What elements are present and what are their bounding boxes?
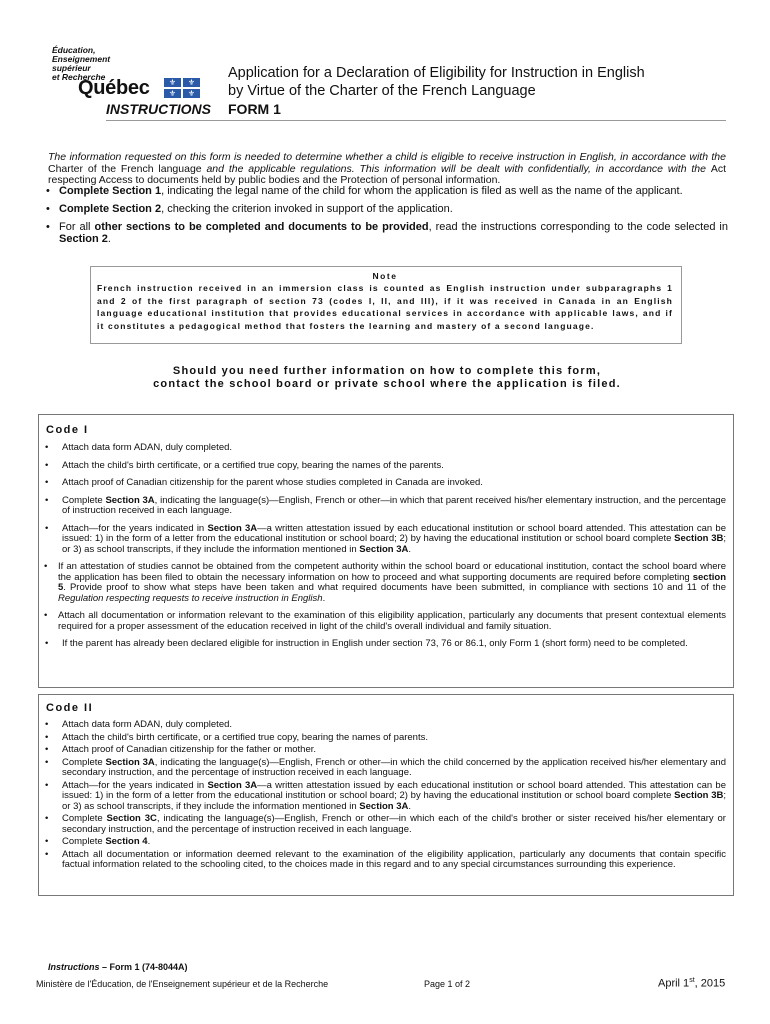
section-ref: Section 3A	[105, 756, 155, 768]
section-ref: section 5	[58, 571, 726, 593]
list-item	[42, 837, 726, 848]
item-text: Complete	[62, 494, 106, 506]
ministry-line: et Recherche	[52, 72, 106, 82]
intro-bullet-list	[44, 185, 728, 251]
list-item	[42, 496, 726, 517]
list-item	[42, 733, 726, 744]
section-ref: Section 3A	[359, 800, 409, 812]
item-text: If the parent has already been declared eligible for instruction in English under section 73, 76 or 86.1, only Form 1 (short form) need to be completed.	[62, 638, 688, 649]
fleur-de-lis-icon: ⚜	[164, 89, 181, 98]
ministry-line: supérieur	[52, 63, 91, 73]
list-item	[42, 524, 726, 556]
item-text: , indicating the language(s)—English, French or other—in which that parent received his/her elementary instruction, and the percentage of instruction received in each language.	[62, 494, 726, 516]
list-item	[42, 461, 726, 472]
list-item	[44, 185, 728, 197]
item-text: .	[322, 592, 326, 604]
item-text: —a written attestation issued by each educational institution or school board attended. This attestation can be issued: 1) in the form of a letter from the educational institution or school board; 2) by having the educational institution or school board complete	[62, 522, 726, 544]
further-info-line: contact the school board or private school where the application is filed.	[153, 378, 621, 390]
further-info-line: Should you need further information on how to complete this form,	[172, 365, 602, 377]
bullet-bold: Section 2	[59, 233, 108, 245]
bullet-bold: other sections to be completed and documents to be provided	[94, 221, 429, 233]
item-text: Attach all documentation or information deemed relevant to the examination of the eligibility application, particularly any documents that contain specific factual information related to the schooling cited, to the choices made in this regard and to any special circumstances surrounding this experience.	[62, 848, 726, 870]
note-text: French instruction received in an immersion class is counted as English instruction under subparagraphs 1 and 2 of the first paragraph of section 73 (codes I, II, and III), if it was received in Canada in an English language educational institution that provides educational services in accordance with applicable laws, and if it constitutes a pedagogical method that fosters the learning and mastery of a second language.	[97, 283, 673, 331]
code-2-heading: Code II	[46, 702, 94, 714]
list-item	[42, 443, 726, 454]
page-number: Page 1 of 2	[424, 979, 471, 989]
doc-type-label: INSTRUCTIONS	[106, 101, 211, 117]
act-name: Act respecting Access to documents held by public bodies and the Protection of personal information.	[48, 162, 726, 186]
note-title: Note	[372, 271, 398, 281]
bullet-text: , read the instructions corresponding to the code selected in	[428, 221, 728, 233]
list-item	[42, 781, 726, 813]
date-suffix: st	[689, 977, 695, 984]
fleur-de-lis-icon: ⚜	[164, 78, 181, 87]
item-text: , indicating the language(s)—English, French or other—in which each of the child's brother or sister received his/her elementary or secondary instruction, and the percentage of instruction received in each language.	[62, 813, 726, 835]
title-line-2: by Virtue of the Charter of the French Language	[228, 83, 536, 99]
list-item	[42, 639, 726, 650]
form-label: FORM 1	[228, 101, 281, 117]
item-text: Attach the child's birth certificate, or a certified true copy, bearing the names of parents.	[62, 731, 428, 743]
list-item	[42, 478, 726, 489]
intro-text: and the applicable regulations. This information will be dealt with confidentially, in accordance with the	[201, 162, 711, 175]
item-text: , indicating the language(s)—English, French or other—in which the child concerned by the application received his/her elementary and secondary instruction, and the percentage of instruction received in each language.	[62, 756, 726, 778]
bullet-bold: Complete Section 1	[59, 185, 162, 197]
item-text: Attach all documentation or information relevant to the examination of this eligibility application, particularly any documents that present contextual elements required for a proper assessment of the education received in light of the child's overall individual and family situation.	[58, 610, 726, 632]
item-text: Complete	[62, 813, 107, 824]
item-text: Complete	[62, 836, 106, 847]
further-info	[48, 365, 726, 391]
quebec-flag-icon	[164, 78, 200, 98]
date-text: April 1	[658, 977, 690, 990]
list-item	[42, 745, 726, 756]
list-item	[42, 758, 726, 779]
intro-text: The information requested on this form is needed to determine whether a child is eligible to receive instruction in English, in accordance with the	[48, 151, 726, 163]
ministry-line: Éducation,	[52, 45, 96, 55]
section-ref: Section 3A	[207, 522, 258, 534]
intro-paragraph	[48, 152, 726, 187]
list-item	[42, 850, 726, 871]
code-2-list	[42, 720, 726, 873]
section-ref: Section 3C	[106, 813, 157, 824]
list-item	[42, 562, 726, 604]
list-item	[42, 814, 726, 835]
code-1-heading: Code I	[46, 424, 89, 436]
footer-instr-label: Instructions	[48, 962, 100, 972]
item-text: ; or 3) as school transcripts, if they include the information mentioned in	[62, 790, 726, 812]
section-ref: Section 3B	[674, 790, 724, 801]
list-item	[42, 720, 726, 731]
item-text: .	[408, 800, 412, 812]
footer-date	[658, 977, 725, 990]
fleur-de-lis-icon: ⚜	[183, 89, 200, 98]
quebec-logo-text: Québec	[78, 77, 150, 99]
ministry-line: Enseignement	[52, 54, 111, 64]
item-text: Attach the child's birth certificate, or a certified true copy, bearing the names of the parents.	[62, 459, 444, 471]
item-text: Attach—for the years indicated in	[62, 779, 208, 791]
section-ref: Section 3B	[674, 533, 724, 544]
item-text: Attach—for the years indicated in	[62, 522, 208, 534]
fleur-de-lis-icon: ⚜	[183, 78, 200, 87]
item-text: Attach proof of Canadian citizenship for the parent whose studies completed in Canada are invoked.	[62, 477, 483, 488]
bullet-text: , indicating the legal name of the child for whom the application is filed as well as the name of the applicant.	[161, 185, 683, 197]
section-ref: Section 3A	[359, 543, 409, 555]
bullet-text: , checking the criterion invoked in support of the application.	[161, 203, 453, 215]
bullet-text: For all	[59, 221, 95, 233]
item-text: . Provide proof to show what steps have been taken and what required documents have been submitted, in compliance with sections 10 and 11 of the	[63, 582, 726, 593]
footer-ministry: Ministère de l'Éducation, de l'Enseignement supérieur et de la Recherche	[36, 979, 329, 989]
charter-name: Charter of the French language	[48, 162, 202, 175]
application-title	[228, 64, 698, 100]
footer-form-id	[48, 962, 188, 972]
item-text: Complete	[62, 756, 106, 768]
section-ref: Section 3A	[207, 779, 258, 791]
regulation-name: Regulation respecting requests to receive instruction in English	[58, 592, 323, 604]
item-text: ; or 3) as school transcripts, if they include the information mentioned in	[62, 533, 726, 555]
bullet-text: .	[107, 233, 111, 245]
item-text: .	[147, 836, 151, 847]
list-item	[44, 221, 728, 245]
footer-form-number: – Form 1 (74-8044A)	[99, 962, 188, 972]
title-line-1: Application for a Declaration of Eligibility for Instruction in English	[228, 65, 645, 81]
bullet-bold: Complete Section 2	[59, 203, 162, 215]
list-item	[42, 611, 726, 632]
item-text: .	[408, 543, 412, 555]
item-text: Attach proof of Canadian citizenship for the father or mother.	[62, 744, 317, 755]
date-year: , 2015	[694, 977, 726, 990]
item-text: —a written attestation issued by each educational institution or school board attended. This attestation can be issued: 1) in the form of a letter from the educational institution or school board; 2) by having the educational institution or school board complete	[62, 779, 726, 801]
section-ref: Section 3A	[105, 494, 155, 506]
item-text: If an attestation of studies cannot be obtained from the competent authority within the school board or educational institution, contact the school board where the application has been filed to obtain the necessary information on how to proceed and what supporting documents are required before completing	[58, 561, 726, 583]
item-text: Attach data form ADAN, duly completed.	[62, 719, 233, 730]
header-divider	[106, 120, 726, 121]
list-item	[44, 203, 728, 215]
section-ref: Section 4	[105, 836, 148, 847]
code-1-list	[42, 443, 726, 657]
item-text: Attach data form ADAN, duly completed.	[62, 442, 233, 453]
